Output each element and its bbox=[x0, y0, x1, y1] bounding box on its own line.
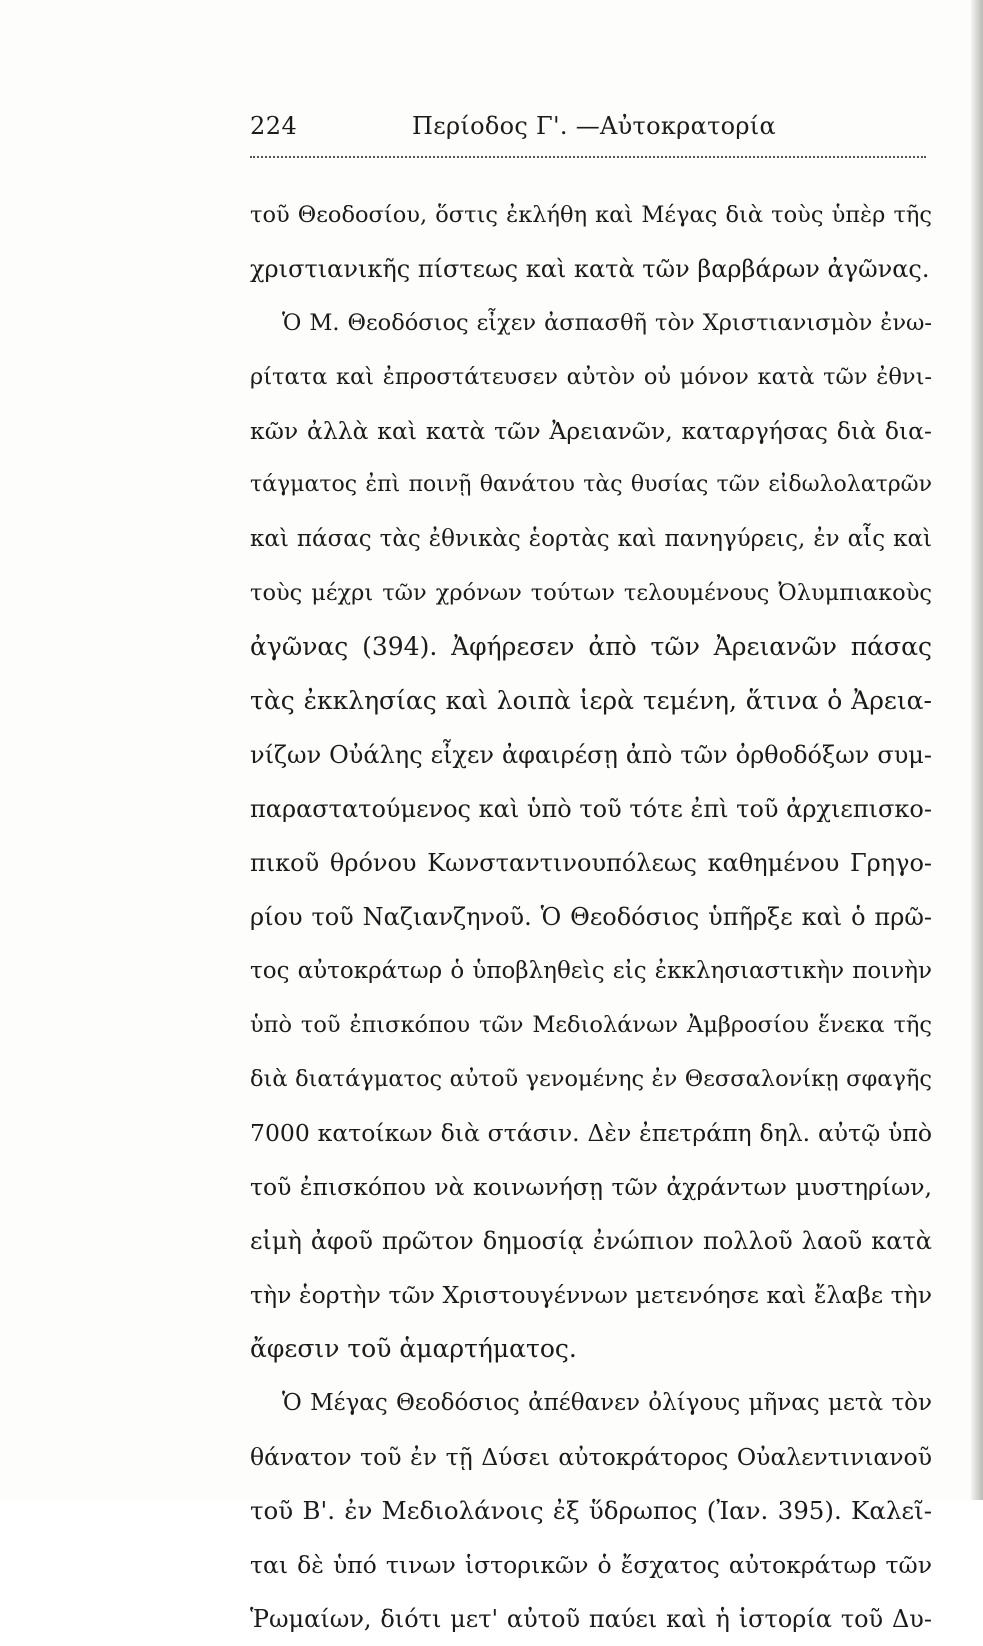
text-line: τὴν ἑορτὴν τῶν Χριστουγέννων μετενόησε καὶ ἔλαβε τὴν bbox=[250, 1281, 932, 1309]
text-line: καὶ πάσας τὰς ἐθνικὰς ἑορτὰς καὶ πανηγύρεις, ἐν αἷς καὶ bbox=[250, 526, 932, 552]
text-line: τοῦ Θεοδοσίου, ὅστις ἐκλήθη καὶ Μέγας διὰ τοὺς ὑπὲρ τῆς bbox=[250, 202, 932, 228]
text-line: διὰ διατάγματος αὐτοῦ γενομένης ἐν Θεσσαλονίκῃ σφαγῆς bbox=[250, 1066, 932, 1092]
text-line: ρίου τοῦ Ναζιανζηνοῦ. Ὁ Θεοδόσιος ὑπῆρξε καὶ ὁ πρῶ- bbox=[250, 903, 932, 931]
page-number: 224 bbox=[250, 112, 298, 140]
running-head: Περίοδος Γ'. —Αὐτοκρατορία bbox=[412, 112, 777, 140]
text-line: ἀγῶνας (394). Ἀφήρεσεν ἀπὸ τῶν Ἀρειανῶν πάσας bbox=[250, 632, 932, 661]
text-line: χριστιανικῆς πίστεως καὶ κατὰ τῶν βαρβάρων ἀγῶνας. bbox=[250, 255, 930, 283]
text-line: εἰμὴ ἀφοῦ πρῶτον δημοσίᾳ ἐνώπιον πολλοῦ λαοῦ κατὰ bbox=[250, 1227, 932, 1255]
text-line: Ῥωμαίων, διότι μετ' αὐτοῦ παύει καὶ ἡ ἱστορία τοῦ Δυ- bbox=[250, 1605, 932, 1633]
body-text bbox=[250, 188, 932, 1646]
text-line: πικοῦ θρόνου Κωνσταντινουπόλεως καθημένου Γρηγο- bbox=[250, 849, 932, 877]
text-line: ἄφεσιν τοῦ ἁμαρτήματος. bbox=[250, 1334, 577, 1363]
text-line: θάνατον τοῦ ἐν τῇ Δύσει αὐτοκράτορος Οὐαλεντινιανοῦ bbox=[250, 1443, 932, 1471]
text-line: τοῦ Β'. ἐν Μεδιολάνοις ἐξ ὕδρωπος (Ἰαν. 395). Καλεῖ- bbox=[250, 1496, 932, 1525]
text-line: νίζων Οὐάλης εἶχεν ἀφαιρέσῃ ἀπὸ τῶν ὀρθοδόξων συμ- bbox=[250, 741, 932, 769]
page-edge-shadow bbox=[971, 0, 983, 1500]
header-rule bbox=[250, 156, 926, 158]
text-line: τοὺς μέχρι τῶν χρόνων τούτων τελουμένους Ὀλυμπιακοὺς bbox=[250, 580, 932, 606]
text-line: τὰς ἐκκλησίας καὶ λοιπὰ ἱερὰ τεμένη, ἅτινα ὁ Ἀρεια- bbox=[250, 686, 932, 715]
text-line: τάγματος ἐπὶ ποινῇ θανάτου τὰς θυσίας τῶν εἰδωλολατρῶν bbox=[250, 472, 932, 497]
text-line: ὑπὸ τοῦ ἐπισκόπου τῶν Μεδιολάνων Ἀμβροσίου ἕνεκα τῆς bbox=[250, 1012, 932, 1038]
text-line: ρίτατα καὶ ἐπροστάτευσεν αὐτὸν οὐ μόνον κατὰ τῶν ἐθνι- bbox=[250, 364, 932, 390]
text-line: 7000 κατοίκων διὰ στάσιν. Δὲν ἐπετράπη δηλ. αὐτῷ ὑπὸ bbox=[250, 1119, 932, 1147]
text-line: κῶν ἀλλὰ καὶ κατὰ τῶν Ἀρειανῶν, καταργήσας διὰ δια- bbox=[250, 417, 932, 445]
text-line: Ὁ Μέγας Θεοδόσιος ἀπέθανεν ὀλίγους μῆνας μετὰ τὸν bbox=[282, 1390, 932, 1416]
text-line: τος αὐτοκράτωρ ὁ ὑποβληθεὶς εἰς ἐκκλησιαστικὴν ποινὴν bbox=[250, 958, 932, 984]
text-line: παραστατούμενος καὶ ὑπὸ τοῦ τότε ἐπὶ τοῦ ἀρχιεπισκο- bbox=[250, 795, 932, 823]
text-line: τοῦ ἐπισκόπου νὰ κοινωνήσῃ τῶν ἀχράντων μυστηρίων, bbox=[250, 1173, 932, 1201]
page-header bbox=[250, 112, 928, 146]
text-line: ται δὲ ὑπό τινων ἱστορικῶν ὁ ἔσχατος αὐτοκράτωρ τῶν bbox=[250, 1551, 932, 1579]
text-line: Ὁ Μ. Θεοδόσιος εἶχεν ἀσπασθῆ τὸν Χριστιανισμὸν ἐνω- bbox=[282, 310, 932, 336]
